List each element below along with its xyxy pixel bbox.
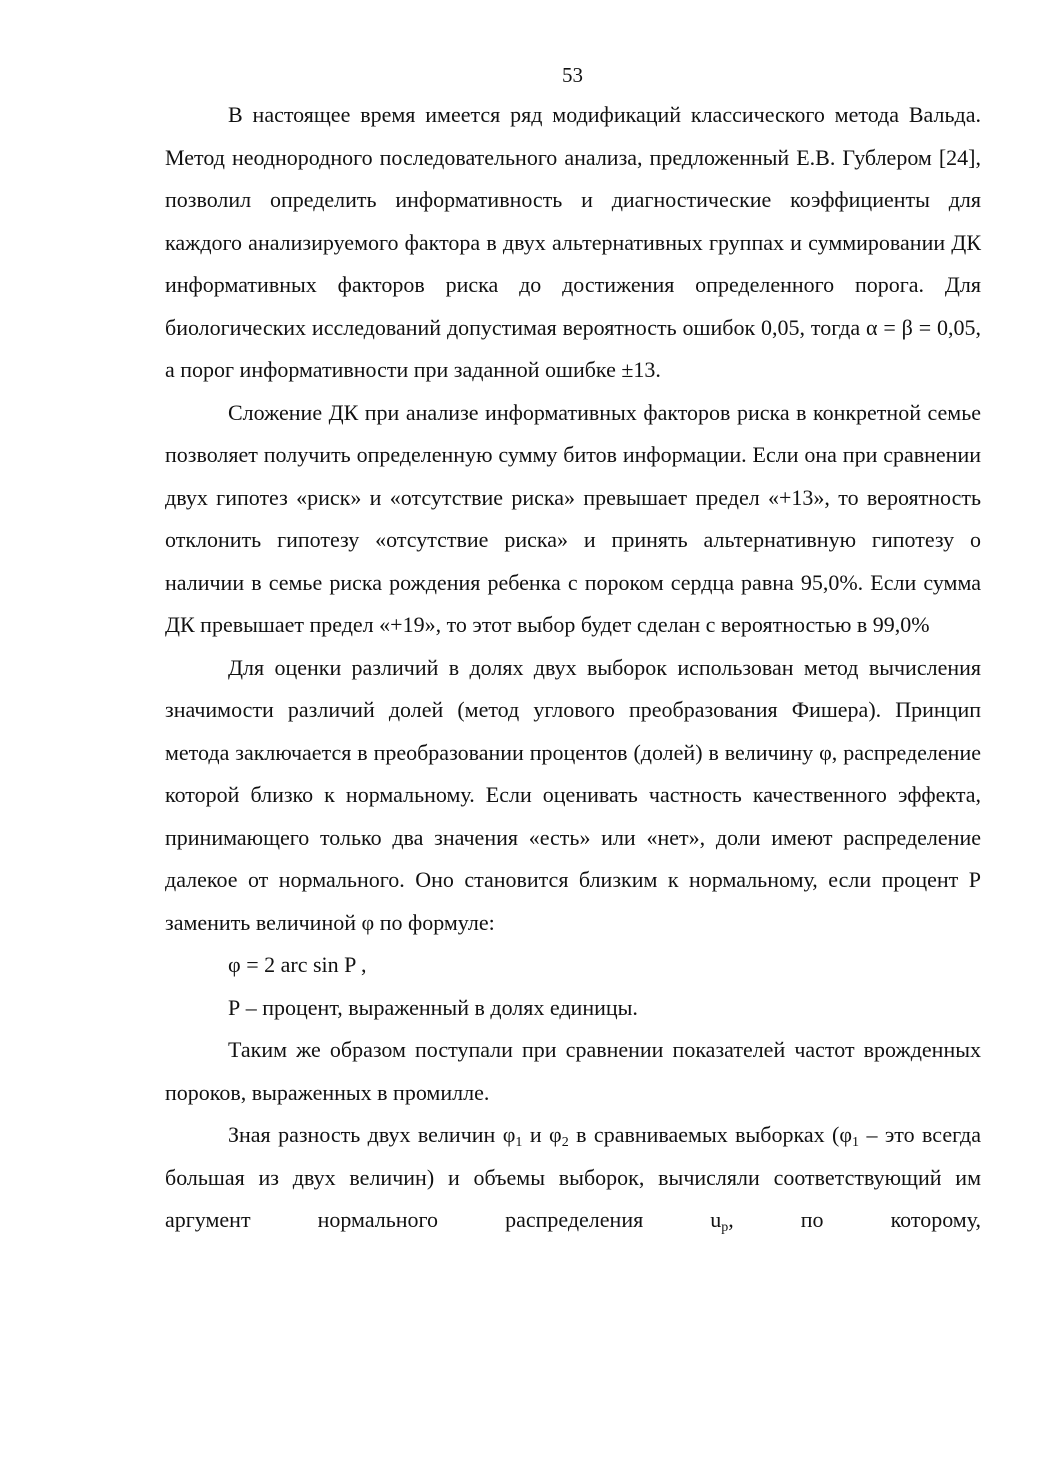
paragraph-wald-method: В настоящее время имеется ряд модификаций классического метода Вальда. Метод неоднородного последовательного анализа, предложенный Е.В. Гублером [24], позволил определить информативность и диагностические коэффициенты для каждого анализируемого фактора в двух альтернативных группах и суммировании ДК информативных факторов риска до достижения определенного порога. Для биологических исследований допустимая вероятность ошибок 0,05, тогда α = β = 0,05, а порог информативности при заданной ошибке ±13.: [165, 102, 981, 382]
subscript-2: 2: [561, 1135, 569, 1150]
paragraph-phi-text-1: Зная разность двух величин φ: [228, 1122, 516, 1147]
subscript-p: p: [721, 1220, 729, 1235]
paragraph-fisher-method: Для оценки различий в долях двух выборок использован метод вычисления значимости различий долей (метод углового преобразования Фишера). Принцип метода заключается в преобразовании процентов (долей) в величину φ, распределение которой близко к нормальному. Если оценивать частность качественного эффекта, принимающего только два значения «есть» или «нет», доли имеют распределение далекое от нормального. Оно становится близким к нормальному, если процент Р заменить величиной φ по формуле:: [165, 654, 981, 935]
paragraph-dk-sum: Сложение ДК при анализе информативных факторов риска в конкретной семье позволяет получить определенную сумму битов информации. Если она при сравнении двух гипотез «риск» и «отсутствие риска» превышает предел «+13», то вероятность отклонить гипотезу «отсутствие риска» и принять альтернативную гипотезу о наличии в семье риска рождения ребенка с пороком сердца равна 95,0%. Если сумма ДК превышает предел «+19», то этот выбор будет сделан с вероятностью в 99,0%: [165, 399, 981, 637]
subscript-1: 1: [515, 1135, 523, 1150]
formula-note: Р – процент, выраженный в долях единицы.: [228, 994, 638, 1020]
paragraph-phi-text-4: – это всегда большая из двух величин) и объемы выборок, вычисляли соответствующий им аргумент нормального распределения u: [165, 1122, 981, 1232]
paragraph-phi-text-3: в сравниваемых выборках (φ: [568, 1122, 853, 1147]
paragraph-phi-text-2: и φ: [522, 1122, 562, 1147]
paragraph-promille: Таким же образом поступали при сравнении показателей частот врожденных пороков, выраженных в промилле.: [165, 1037, 981, 1105]
formula: φ = 2 arc sin P ,: [228, 952, 367, 977]
text-body: [165, 94, 981, 1242]
paragraph-phi-difference: [165, 1114, 981, 1242]
subscript-3: 1: [852, 1135, 860, 1150]
paragraph-phi-text-5: , по которому,: [728, 1207, 981, 1232]
page-number: 53: [562, 63, 583, 87]
